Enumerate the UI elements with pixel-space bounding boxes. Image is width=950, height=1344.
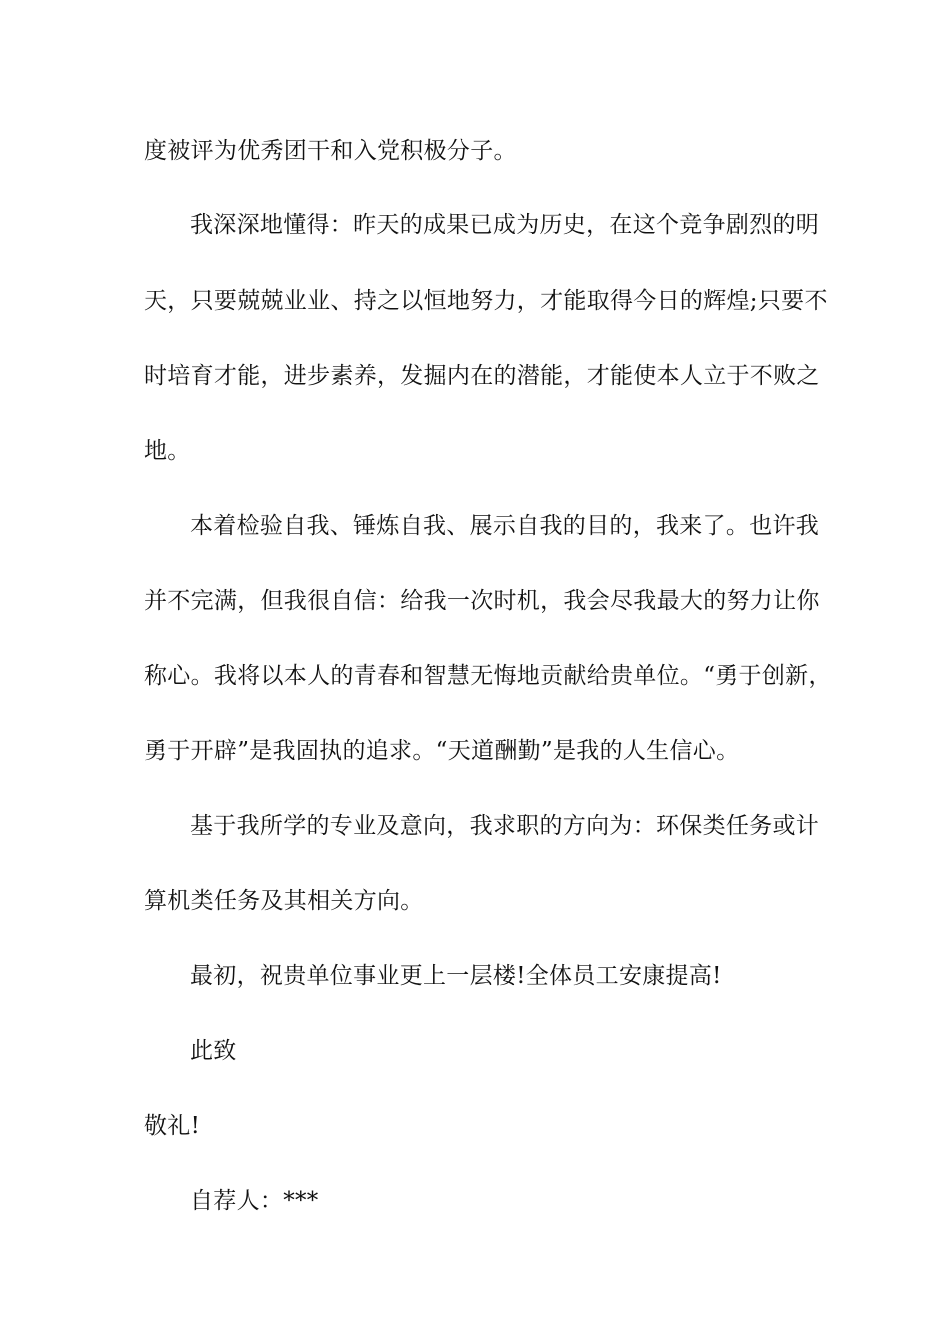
paragraph-line: 称心。我将以本人的青春和智慧无悔地贡献给贵单位。“勇于创新， [144, 663, 832, 689]
paragraph-line: 时培育才能，进步素养，发掘内在的潜能，才能使本人立于不败之 [144, 363, 820, 389]
closing-wish-line: 最初，祝贵单位事业更上一层楼!全体员工安康提高! [190, 963, 722, 989]
paragraph-line: 基于我所学的专业及意向，我求职的方向为：环保类任务或计 [190, 813, 820, 839]
paragraph-line: 度被评为优秀团干和入党积极分子。 [144, 138, 517, 164]
paragraph-line: 勇于开辟”是我固执的追求。“天道酬勤”是我的人生信心。 [144, 738, 740, 764]
paragraph-line: 并不完满，但我很自信：给我一次时机，我会尽我最大的努力让你 [144, 588, 820, 614]
paragraph-line: 我深深地懂得：昨天的成果已成为历史，在这个竞争剧烈的明 [190, 212, 820, 238]
paragraph-line: 算机类任务及其相关方向。 [144, 888, 424, 914]
salutation-line: 敬礼! [144, 1113, 201, 1139]
salutation-line: 此致 [190, 1038, 237, 1064]
signature-line: 自荐人：*** [190, 1188, 319, 1214]
paragraph-line: 地。 [144, 438, 191, 464]
paragraph-line: 天，只要兢兢业业、持之以恒地努力，才能取得今日的辉煌;只要不 [144, 288, 828, 314]
paragraph-line: 本着检验自我、锤炼自我、展示自我的目的，我来了。也许我 [190, 513, 820, 539]
